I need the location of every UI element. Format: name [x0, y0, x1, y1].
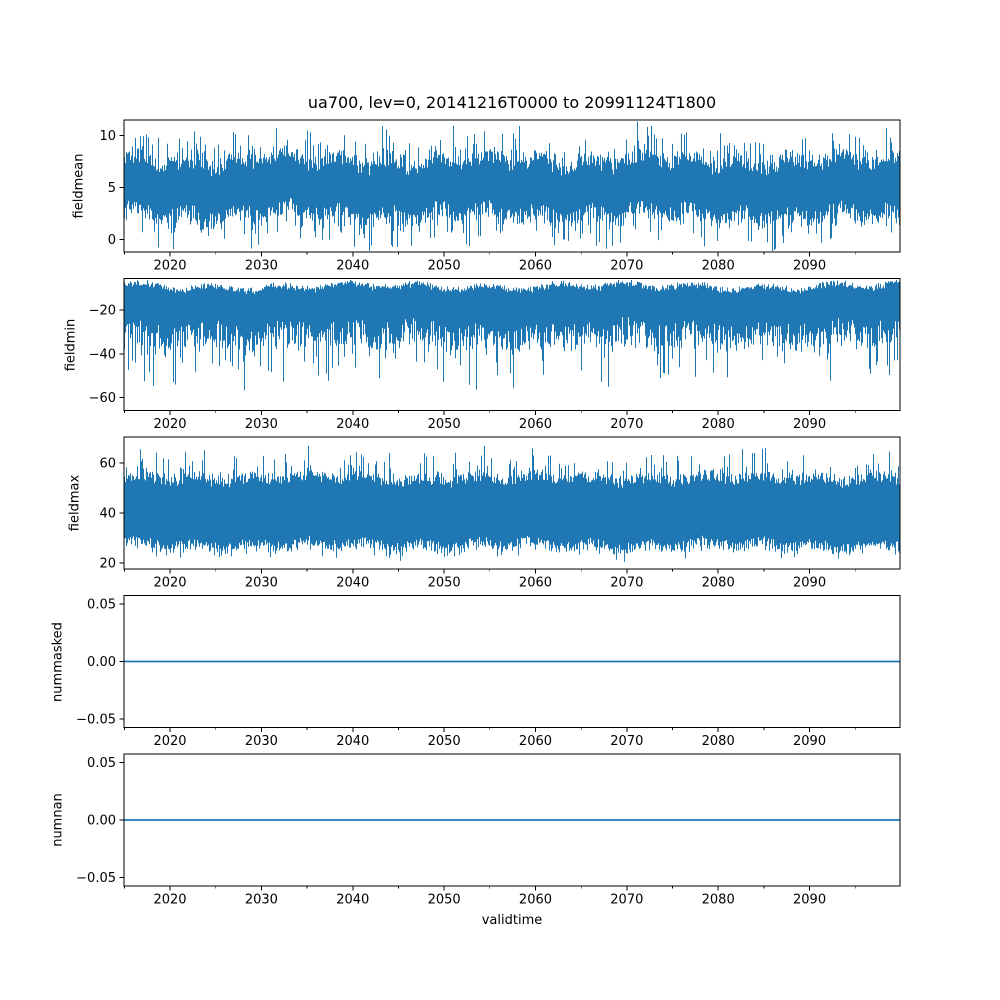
xlabel-validtime: validtime	[481, 913, 543, 928]
y-tick-label: −40	[88, 347, 116, 363]
x-tick-label: 2080	[701, 734, 735, 749]
x-tick-label: 2050	[427, 734, 461, 749]
chart-title: ua700, lev=0, 20141216T0000 to 20991124T1800	[307, 93, 717, 112]
y-tick-label: 20	[99, 556, 116, 572]
y-tick-label: −0.05	[76, 870, 116, 886]
x-tick-label: 2080	[701, 258, 735, 274]
x-tick-label: 2070	[610, 575, 644, 591]
x-tick-label: 2030	[244, 417, 278, 432]
y-tick-label: 0.05	[87, 597, 116, 613]
x-tick-label: 2070	[610, 417, 644, 432]
ylabel-fieldmin: fieldmin	[63, 318, 79, 371]
x-tick-label: 2090	[793, 417, 827, 432]
ylabel-nummasked: nummasked	[50, 621, 66, 702]
x-tick-label: 2050	[427, 575, 461, 591]
x-tick-label: 2090	[793, 734, 827, 749]
y-tick-label: 0.00	[87, 813, 116, 829]
x-tick-label: 2040	[336, 417, 370, 432]
x-tick-label: 2050	[427, 892, 461, 908]
x-tick-label: 2020	[153, 575, 187, 591]
x-tick-label: 2080	[701, 892, 735, 908]
x-tick-label: 2060	[518, 258, 553, 274]
x-tick-label: 2030	[244, 575, 278, 591]
x-tick-label: 2080	[701, 417, 735, 432]
series-noise-fieldmean	[125, 122, 900, 251]
x-tick-label: 2090	[793, 258, 827, 274]
y-tick-label: 0	[107, 233, 116, 249]
y-tick-label: 5	[107, 181, 116, 197]
x-tick-label: 2020	[153, 417, 187, 432]
x-tick-label: 2020	[153, 258, 187, 274]
x-tick-label: 2020	[153, 734, 187, 749]
ylabel-numnan: numnan	[50, 793, 66, 847]
x-tick-label: 2020	[153, 892, 187, 908]
x-tick-label: 2090	[793, 575, 827, 591]
y-tick-label: −0.05	[76, 712, 116, 728]
y-tick-label: 0.00	[87, 655, 116, 670]
x-tick-label: 2050	[427, 417, 461, 432]
series-noise-fieldmin	[125, 280, 900, 390]
x-tick-label: 2040	[336, 575, 370, 591]
x-tick-label: 2070	[610, 258, 644, 274]
x-tick-label: 2040	[336, 258, 370, 274]
x-tick-label: 2030	[244, 258, 278, 274]
x-tick-label: 2060	[518, 417, 553, 432]
x-tick-label: 2070	[610, 892, 644, 908]
x-tick-label: 2090	[793, 892, 827, 908]
y-tick-label: 10	[99, 129, 116, 145]
x-tick-label: 2060	[518, 734, 553, 749]
x-tick-label: 2030	[244, 734, 278, 749]
x-tick-label: 2080	[701, 575, 735, 591]
x-tick-label: 2050	[427, 258, 461, 274]
y-tick-label: 60	[99, 456, 116, 472]
ylabel-fieldmax: fieldmax	[67, 474, 83, 532]
y-tick-label: 40	[99, 506, 116, 522]
y-tick-label: −60	[88, 390, 116, 406]
y-tick-label: −20	[88, 303, 116, 319]
ylabel-fieldmean: fieldmean	[71, 153, 87, 219]
y-tick-label: 0.05	[87, 756, 116, 772]
series-noise-fieldmax	[125, 446, 900, 562]
x-tick-label: 2040	[336, 892, 370, 908]
x-tick-label: 2040	[336, 734, 370, 749]
x-tick-label: 2060	[518, 575, 553, 591]
x-tick-label: 2030	[244, 892, 278, 908]
x-tick-label: 2060	[518, 892, 553, 908]
x-tick-label: 2070	[610, 734, 644, 749]
